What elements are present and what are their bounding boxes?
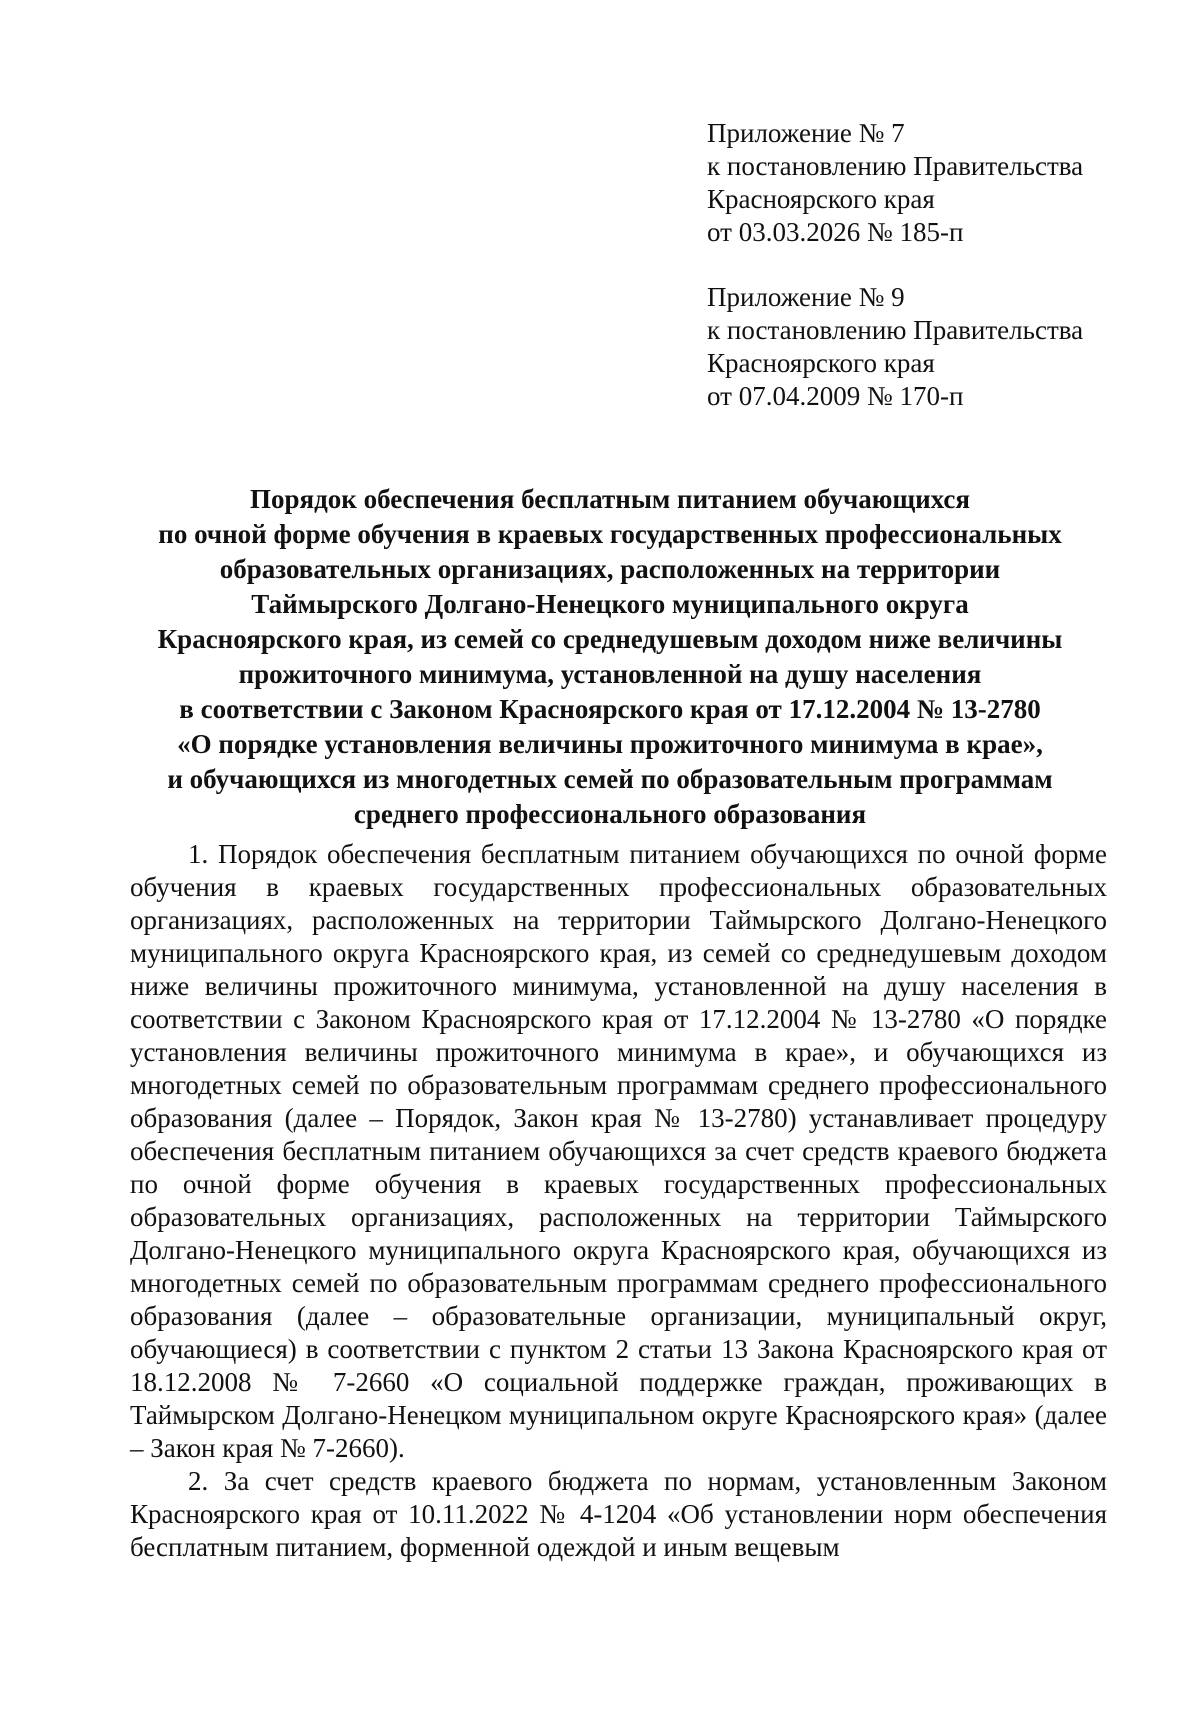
title-line: образовательных организациях, расположенных на территории xyxy=(219,554,1001,584)
annex-date-number: от 03.03.2026 № 185-п xyxy=(707,217,964,247)
annex-region: Красноярского края xyxy=(707,184,935,214)
annex-number: Приложение № 7 xyxy=(707,118,905,148)
annex-header-original xyxy=(707,281,1167,413)
document-title xyxy=(130,482,1090,832)
annex-reference: к постановлению Правительства xyxy=(707,151,1084,181)
title-line: Таймырского Долгано-Ненецкого муниципального округа xyxy=(251,589,969,619)
annex-reference: к постановлению Правительства xyxy=(707,315,1084,345)
annex-header-current xyxy=(707,117,1167,249)
annex-region: Красноярского края xyxy=(707,348,935,378)
title-line: прожиточного минимума, установленной на душу населения xyxy=(238,659,982,689)
paragraph-1: 1. Порядок обеспечения бесплатным питанием обучающихся по очной форме обучения в краевых государственных профессиональных образовательных организациях, расположенных на территории Таймырского Долгано-Ненецкого муниципального округа Красноярского края, из семей со среднедушевым доходом ниже величины прожиточного минимума, установленной на душу населения в соответствии с Законом Красноярского края от 17.12.2004 № 13-2780 «О порядке установления величины прожиточного минимума в крае», и обучающихся из многодетных семей по образовательным программам среднего профессионального образования (далее – Порядок, Закон края № 13-2780) устанавливает процедуру обеспечения бесплатным питанием обучающихся за счет средств краевого бюджета по очной форме обучения в краевых государственных профессиональных образовательных организациях, расположенных на территории Таймырского Долгано-Ненецкого муниципального округа Красноярского края, обучающихся из многодетных семей по образовательным программам среднего профессионального образования (далее – образовательные организации, муниципальный округ, обучающиеся) в соответствии с пунктом 2 статьи 13 Закона Красноярского края от 18.12.2008 № 7-2660 «О социальной поддержке граждан, проживающих в Таймырском Долгано-Ненецком муниципальном округе Красноярского края» (далее – Закон края № 7-2660). xyxy=(130,839,1107,1463)
annex-date-number: от 07.04.2009 № 170-п xyxy=(707,381,964,411)
title-line: по очной форме обучения в краевых государственных профессиональных xyxy=(158,519,1062,549)
title-line: Порядок обеспечения бесплатным питанием обучающихся xyxy=(249,484,970,514)
title-line: и обучающихся из многодетных семей по образовательным программам xyxy=(167,764,1053,794)
annex-number: Приложение № 9 xyxy=(707,282,905,312)
title-line: в соответствии с Законом Красноярского края от 17.12.2004 № 13-2780 xyxy=(179,694,1041,724)
paragraph-2: 2. За счет средств краевого бюджета по нормам, установленным Законом Красноярского края от 10.11.2022 № 4-1204 «Об установлении норм обеспечения бесплатным питанием, форменной одеждой и иным вещевым xyxy=(130,1466,1107,1562)
title-line: «О порядке установления величины прожиточного минимума в крае», xyxy=(177,729,1043,759)
title-line: среднего профессионального образования xyxy=(353,799,867,829)
title-line: Красноярского края, из семей со среднедушевым доходом ниже величины xyxy=(157,624,1063,654)
document-body xyxy=(130,838,1107,1564)
